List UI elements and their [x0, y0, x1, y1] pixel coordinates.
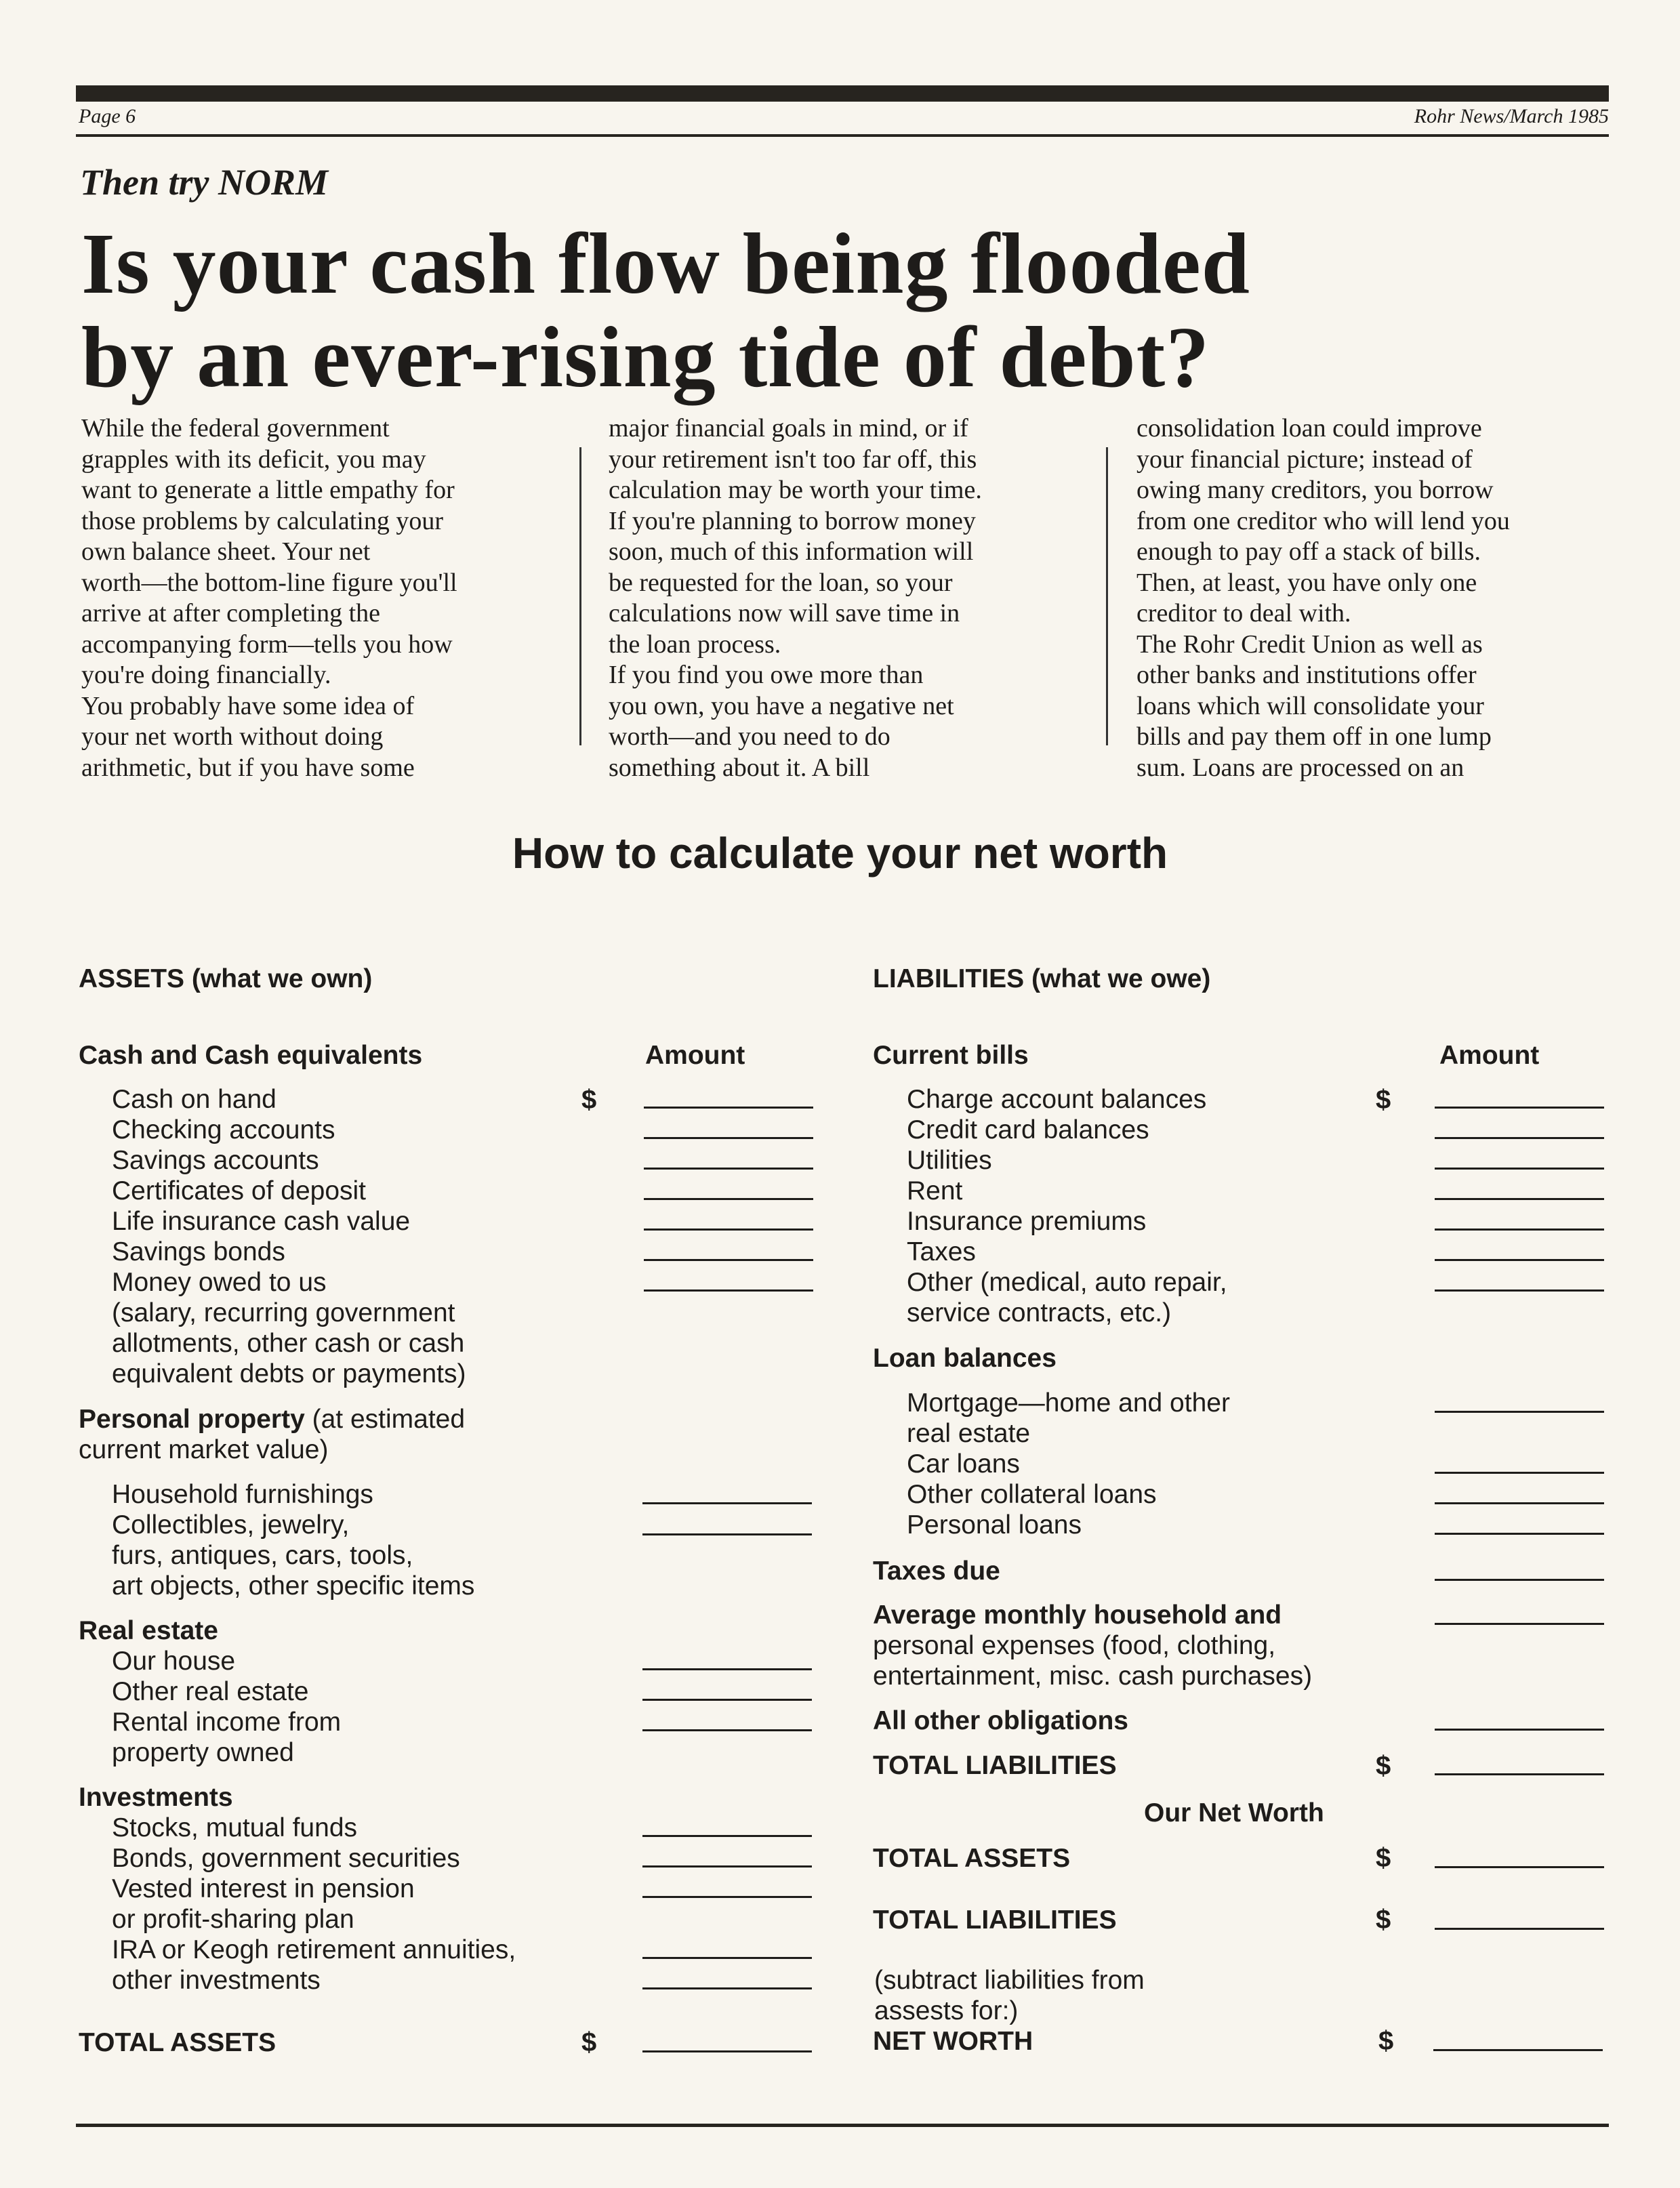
article-kicker: Then try NORM	[80, 162, 329, 203]
headline-line-1: Is your cash flow being flooded	[81, 215, 1250, 312]
amount-blank[interactable]	[1435, 1198, 1604, 1200]
asset-item: Checking accounts	[112, 1115, 335, 1144]
header-thick-rule	[76, 85, 1609, 102]
net-worth-blank[interactable]	[1433, 2049, 1603, 2051]
amount-blank[interactable]	[644, 1168, 813, 1170]
current-bills-heading: Current bills	[873, 1041, 1029, 1070]
assets-amount-label: Amount	[645, 1041, 745, 1070]
amount-blank[interactable]	[1435, 1259, 1604, 1261]
amount-blank[interactable]	[1435, 1137, 1604, 1139]
asset-item: Other real estate	[112, 1677, 309, 1706]
liability-item: Rent	[907, 1176, 963, 1205]
asset-item: Rental income from	[112, 1708, 342, 1737]
amount-blank[interactable]	[644, 1198, 813, 1200]
article-column-3: consolidation loan could improve your financial picture; instead of owing many creditors, you borrow from one creditor who will lend you enough to pay off a stack of bills. Then, at least, you have only one creditor to deal with. The Rohr Credit Union as well as other banks and institutions offer loans which will consolidate your bills and pay them off in one lump sum. Loans are processed on an	[1136, 414, 1510, 782]
asset-item: Collectibles, jewelry,	[112, 1510, 350, 1540]
asset-item: Money owed to us	[112, 1268, 327, 1297]
asset-item: Savings bonds	[112, 1237, 285, 1266]
amount-blank[interactable]	[1435, 1579, 1604, 1581]
amount-blank[interactable]	[1435, 1502, 1604, 1504]
amount-blank[interactable]	[642, 1835, 812, 1837]
investments-heading: Investments	[79, 1783, 233, 1812]
asset-item-note: equivalent debts or payments)	[112, 1359, 466, 1388]
personal-property-heading	[79, 1404, 465, 1434]
amount-blank[interactable]	[1435, 1107, 1604, 1109]
asset-item: Life insurance cash value	[112, 1207, 411, 1236]
avg-expenses-heading: Average monthly household and	[873, 1601, 1282, 1630]
amount-blank[interactable]	[644, 1289, 813, 1292]
amount-blank[interactable]	[644, 1259, 813, 1261]
headline-line-2: by an ever-rising tide of debt?	[81, 309, 1210, 405]
asset-item: Cash on hand	[112, 1085, 276, 1114]
asset-item: Savings accounts	[112, 1146, 319, 1175]
amount-blank[interactable]	[642, 1896, 812, 1898]
net-worth-dollar-sign: $	[1378, 2026, 1394, 2056]
total-liabilities-blank[interactable]	[1435, 1773, 1604, 1775]
column-divider-1	[579, 447, 581, 745]
amount-blank[interactable]	[642, 1987, 812, 1989]
amount-blank[interactable]	[644, 1107, 813, 1109]
nw-total-assets-label: TOTAL ASSETS	[873, 1844, 1071, 1873]
loan-balances-heading: Loan balances	[873, 1344, 1057, 1373]
asset-item: other investments	[112, 1966, 321, 1995]
amount-blank[interactable]	[642, 1699, 812, 1701]
asset-item: Stocks, mutual funds	[112, 1813, 358, 1842]
liabilities-heading: LIABILITIES (what we owe)	[873, 964, 1211, 993]
asset-item: Certificates of deposit	[112, 1176, 367, 1205]
article-headline	[81, 217, 1250, 404]
taxes-due-label: Taxes due	[873, 1556, 1000, 1586]
column-divider-2	[1106, 447, 1108, 745]
total-assets-blank[interactable]	[642, 2050, 812, 2052]
liability-item: Utilities	[907, 1146, 992, 1175]
amount-blank[interactable]	[642, 1957, 812, 1959]
amount-blank[interactable]	[644, 1229, 813, 1231]
liability-item: Personal loans	[907, 1510, 1082, 1540]
amount-blank[interactable]	[642, 1533, 812, 1535]
net-worth-label: NET WORTH	[873, 2027, 1033, 2056]
avg-expenses-note: personal expenses (food, clothing,	[873, 1631, 1276, 1660]
liabilities-amount-label: Amount	[1439, 1041, 1540, 1070]
nw-total-liabilities-dollar-sign: $	[1376, 1905, 1391, 1935]
amount-blank[interactable]	[1435, 1623, 1604, 1625]
asset-item: Vested interest in pension	[112, 1874, 415, 1903]
amount-blank[interactable]	[642, 1729, 812, 1731]
asset-item: IRA or Keogh retirement annuities,	[112, 1935, 516, 1964]
amount-blank[interactable]	[1435, 1729, 1604, 1731]
asset-item-note: furs, antiques, cars, tools,	[112, 1541, 413, 1570]
nw-total-liabilities-blank[interactable]	[1435, 1928, 1604, 1930]
liability-item-note: real estate	[907, 1419, 1031, 1448]
asset-item-note: art objects, other specific items	[112, 1571, 475, 1601]
amount-blank[interactable]	[1435, 1289, 1604, 1292]
amount-blank[interactable]	[1435, 1229, 1604, 1231]
liability-item: Other collateral loans	[907, 1480, 1157, 1509]
liability-item: Taxes	[907, 1237, 976, 1266]
asset-item-note: allotments, other cash or cash	[112, 1329, 465, 1358]
article-column-2: major financial goals in mind, or if your retirement isn't too far off, this calculation may be worth your time. If you're planning to borrow money soon, much of this information will be requested for the loan, so your calculations now will save time in the loan process. If you find you owe more than you own, you have a negative net worth—and you need to do something about it. A bill	[609, 414, 982, 782]
total-liabilities-dollar-sign: $	[1376, 1751, 1391, 1781]
amount-blank[interactable]	[642, 1668, 812, 1670]
real-estate-heading: Real estate	[79, 1616, 218, 1645]
assets-heading: ASSETS (what we own)	[79, 964, 373, 993]
liability-item: Other (medical, auto repair,	[907, 1268, 1227, 1297]
amount-blank[interactable]	[1435, 1533, 1604, 1535]
amount-blank[interactable]	[1435, 1411, 1604, 1413]
cash-dollar-sign: $	[581, 1085, 597, 1115]
personal-property-note-2: current market value)	[79, 1435, 329, 1464]
liability-item: Mortgage—home and other	[907, 1388, 1230, 1418]
footer-rule	[76, 2124, 1609, 2127]
header-thin-rule	[76, 134, 1609, 137]
total-assets-dollar-sign: $	[581, 2027, 597, 2057]
liability-item: Credit card balances	[907, 1115, 1149, 1144]
avg-expenses-note: entertainment, misc. cash purchases)	[873, 1661, 1313, 1691]
liability-item-note: service contracts, etc.)	[907, 1298, 1172, 1327]
asset-item: Household furnishings	[112, 1480, 373, 1509]
personal-property-note: (at estimated	[304, 1405, 466, 1434]
subtract-note: assests for:)	[874, 1996, 1019, 2025]
asset-item: or profit-sharing plan	[112, 1905, 354, 1934]
page-number: Page 6	[79, 105, 136, 127]
asset-item: Our house	[112, 1647, 236, 1676]
liability-item: Charge account balances	[907, 1085, 1207, 1114]
asset-item: property owned	[112, 1738, 294, 1767]
amount-blank[interactable]	[1435, 1168, 1604, 1170]
worksheet-title: How to calculate your net worth	[512, 829, 1168, 878]
bills-dollar-sign: $	[1376, 1085, 1391, 1115]
subtract-note: (subtract liabilities from	[874, 1966, 1145, 1995]
liability-item: Insurance premiums	[907, 1207, 1147, 1236]
total-liabilities-label: TOTAL LIABILITIES	[873, 1751, 1117, 1780]
amount-blank[interactable]	[644, 1137, 813, 1139]
asset-item-note: (salary, recurring government	[112, 1298, 455, 1327]
liability-item: Car loans	[907, 1449, 1020, 1479]
net-worth-heading: Our Net Worth	[1144, 1798, 1324, 1828]
total-assets-label: TOTAL ASSETS	[79, 2028, 276, 2057]
nw-total-assets-blank[interactable]	[1435, 1866, 1604, 1868]
publication-date: Rohr News/March 1985	[1414, 105, 1609, 127]
cash-heading: Cash and Cash equivalents	[79, 1041, 423, 1070]
nw-total-assets-dollar-sign: $	[1376, 1843, 1391, 1873]
article-column-1: While the federal government grapples with its deficit, you may want to generate a little empathy for those problems by calculating your own balance sheet. Your net worth—the bottom-line figure you'll arrive at after completing the accompanying form—tells you how you're doing financially. You probably have some idea of your net worth without doing arithmetic, but if you have some	[81, 414, 457, 782]
amount-blank[interactable]	[642, 1502, 812, 1504]
amount-blank[interactable]	[642, 1865, 812, 1867]
personal-property-title: Personal property	[79, 1405, 305, 1434]
nw-total-liabilities-label: TOTAL LIABILITIES	[873, 1905, 1117, 1935]
amount-blank[interactable]	[1435, 1472, 1604, 1474]
asset-item: Bonds, government securities	[112, 1844, 460, 1873]
other-obligations-label: All other obligations	[873, 1706, 1128, 1735]
